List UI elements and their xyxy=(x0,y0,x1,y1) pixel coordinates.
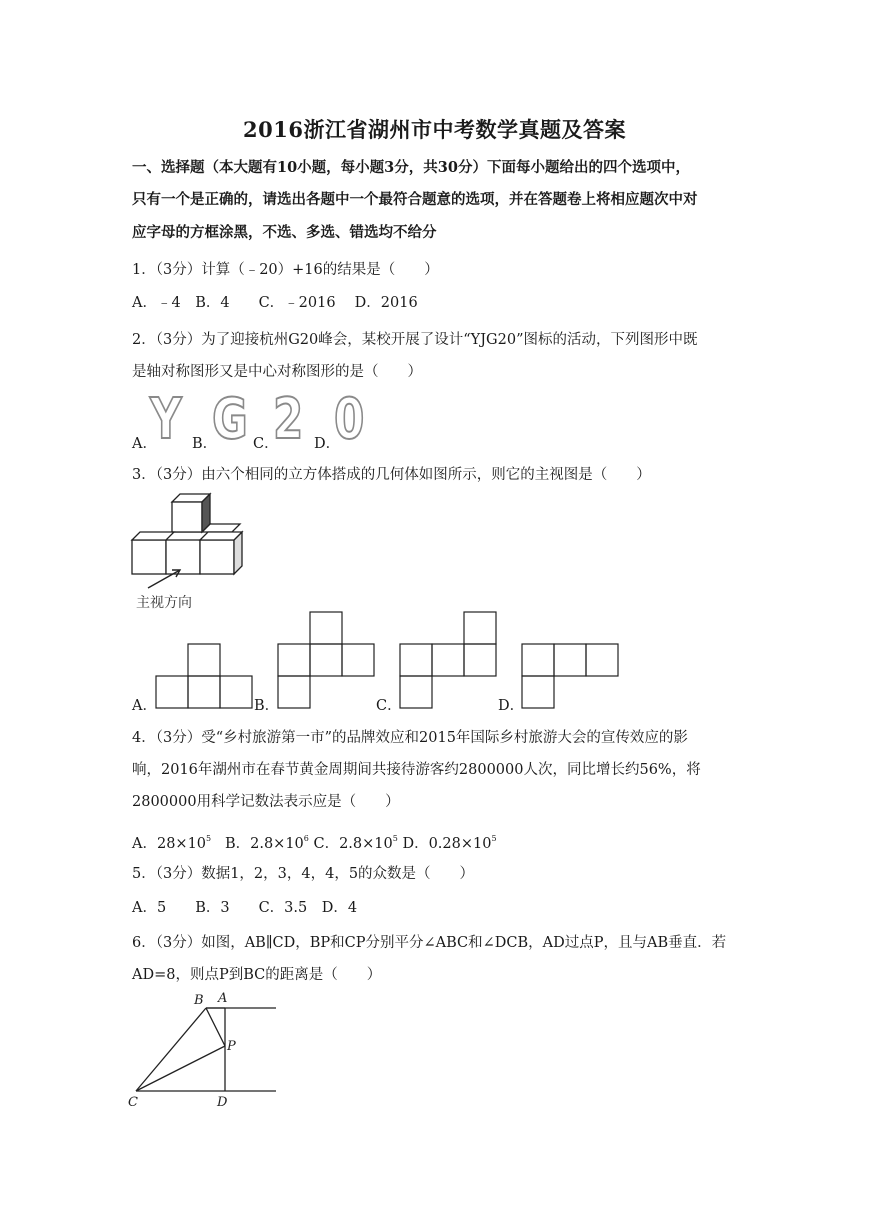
q2-option-c-label: C． xyxy=(253,436,279,452)
q1-options: A．﹣4 B．4 C．﹣2016 D．2016 xyxy=(132,295,418,311)
q4-options xyxy=(132,829,497,854)
section-instructions-line-3: 应字母的方框涂黑，不选、多选、错选均不给分 xyxy=(132,224,437,241)
q2-option-b-label: B． xyxy=(192,436,218,452)
q2-option-a-glyph: Y xyxy=(150,387,182,452)
q6-point-c-label: C xyxy=(128,1095,138,1110)
q4-option-d: D．0.28×10 xyxy=(402,836,492,852)
q2-stem-line-2: 是轴对称图形又是中心对称图形的是（ ） xyxy=(132,364,422,380)
q3-figure-caption: 主视方向 xyxy=(136,595,192,611)
q4-option-c-exponent: 5 xyxy=(392,834,398,843)
q3-option-c-label: C． xyxy=(376,698,402,714)
q4-option-a-exponent: 5 xyxy=(206,834,212,843)
q2-option-d-glyph: 0 xyxy=(334,387,365,452)
q3-stem: 3．（3分）由六个相同的立方体搭成的几何体如图所示，则它的主视图是（ ） xyxy=(132,467,651,483)
q4-option-b: B．2.8×10 xyxy=(224,836,304,852)
q3-option-b-label: B． xyxy=(254,698,280,714)
q3-option-b-view xyxy=(276,610,376,710)
q2-option-a-label: A． xyxy=(132,436,157,452)
q6-point-d-label: D xyxy=(217,1095,228,1110)
q4-stem-line-2: 响，2016年湖州市在春节黄金周期间共接待游客约2800000人次，同比增长约56%，将 xyxy=(132,762,701,778)
q3-option-d-label: D． xyxy=(498,698,525,714)
q1-stem: 1．（3分）计算（﹣20）+16的结果是（ ） xyxy=(132,262,439,278)
q3-option-d-view xyxy=(520,642,620,712)
q6-point-b-label: B xyxy=(194,993,204,1008)
q3-option-c-view xyxy=(398,610,498,710)
q3-option-a-view xyxy=(154,642,254,712)
q4-option-a: A．28×10 xyxy=(132,836,207,852)
q3-solid-figure xyxy=(128,492,248,602)
q6-point-a-label: A xyxy=(218,991,228,1006)
q2-option-d-label: D． xyxy=(314,436,341,452)
section-instructions-line-1: 一、选择题（本大题有10小题，每小题3分，共30分）下面每小题给出的四个选项中， xyxy=(132,159,690,176)
q4-option-b-exponent: 6 xyxy=(303,834,309,843)
q5-stem: 5．（3分）数据1，2，3，4，4，5的众数是（ ） xyxy=(132,866,475,882)
section-instructions-line-2: 只有一个是正确的，请选出各题中一个最符合题意的选项，并在答题卷上将相应题次中对 xyxy=(132,191,698,208)
q5-options: A．5 B．3 C．3.5 D．4 xyxy=(132,900,358,916)
q4-stem-line-1: 4．（3分）受“乡村旅游第一市”的品牌效应和2015年国际乡村旅游大会的宣传效应的影 xyxy=(132,730,688,746)
q6-stem-line-2: AD=8，则点P到BC的距离是（ ） xyxy=(132,967,382,983)
page-title: 2016浙江省湖州市中考数学真题及答案 xyxy=(243,117,626,142)
q4-option-c: C．2.8×10 xyxy=(313,836,393,852)
q3-option-a-label: A． xyxy=(132,698,157,714)
q6-geometry-figure xyxy=(128,988,288,1113)
q2-option-c-glyph: 2 xyxy=(273,387,304,452)
q2-stem-line-1: 2．（3分）为了迎接杭州G20峰会，某校开展了设计“YJG20”图标的活动，下列图形中既 xyxy=(132,332,698,348)
q4-option-d-exponent: 5 xyxy=(491,834,497,843)
q2-option-b-glyph: G xyxy=(212,387,248,452)
q4-stem-line-3: 2800000用科学记数法表示应是（ ） xyxy=(132,794,400,810)
q6-stem-line-1: 6．（3分）如图，AB∥CD，BP和CP分别平分∠ABC和∠DCB，AD过点P，且与AB垂直．若 xyxy=(132,935,727,951)
q6-point-p-label: P xyxy=(227,1039,236,1054)
